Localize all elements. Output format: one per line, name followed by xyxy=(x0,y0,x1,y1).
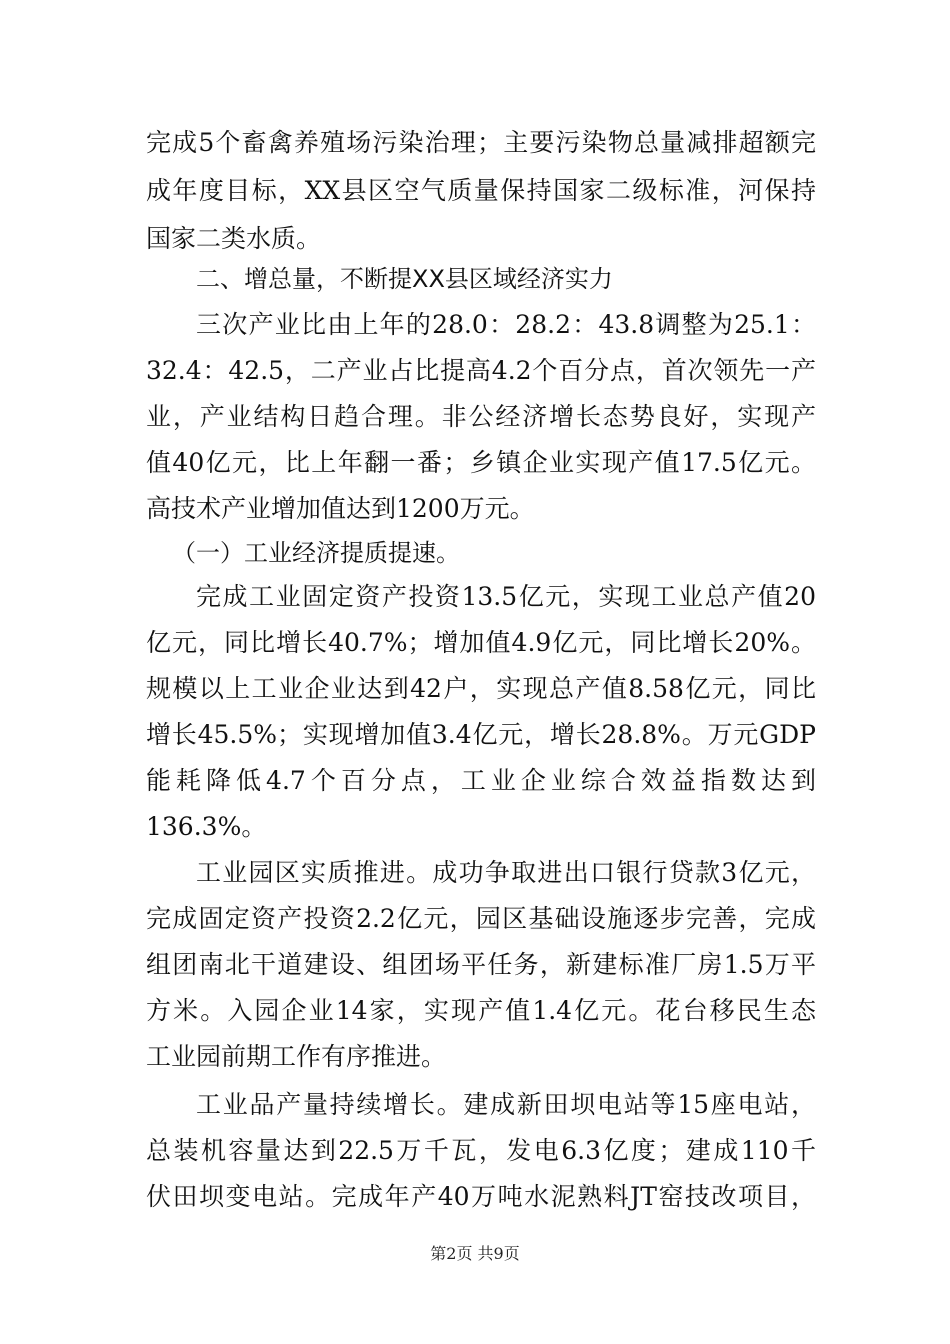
text-line: 国家二类水质。 xyxy=(146,224,322,253)
text-line: 成年度目标，XX县区空气质量保持国家二级标准，河保持 xyxy=(146,176,816,205)
text-line: 136.3%。 xyxy=(146,812,267,841)
page-footer: 第2页 共9页 xyxy=(430,1244,520,1263)
text-line: 完成固定资产投资2.2亿元，园区基础设施逐步完善，完成 xyxy=(146,904,816,933)
text-line: 总装机容量达到22.5万千瓦，发电6.3亿度；建成110千 xyxy=(146,1136,816,1165)
text-line: 组团南北干道建设、组团场平任务，新建标准厂房1.5万平 xyxy=(146,950,816,979)
text-line: 增长45.5%；实现增加值3.4亿元，增长28.8%。万元GDP xyxy=(146,720,816,749)
text-line: 值40亿元，比上年翻一番；乡镇企业实现产值17.5亿元。 xyxy=(146,448,816,477)
text-line: 伏田坝变电站。完成年产40万吨水泥熟料JT窑技改项目， xyxy=(146,1182,816,1211)
text-line: 工业品产量持续增长。建成新田坝电站等15座电站， xyxy=(196,1090,816,1119)
text-line: 32.4：42.5，二产业占比提高4.2个百分点，首次领先一产 xyxy=(146,356,816,385)
text-line: 高技术产业增加值达到1200万元。 xyxy=(146,494,535,523)
text-line: 完成5个畜禽养殖场污染治理；主要污染物总量减排超额完 xyxy=(146,128,816,157)
text-line: 工业园前期工作有序推进。 xyxy=(146,1042,447,1071)
text-line: 亿元，同比增长40.7%；增加值4.9亿元，同比增长20%。 xyxy=(146,628,816,657)
text-line: 三次产业比由上年的28.0：28.2：43.8调整为25.1： xyxy=(196,310,816,339)
section-heading: 二、增总量，不断提XX县区域经济实力 xyxy=(196,265,613,293)
text-line: 业，产业结构日趋合理。非公经济增长态势良好，实现产 xyxy=(146,402,816,431)
text-line: 规模以上工业企业达到42户，实现总产值8.58亿元，同比 xyxy=(146,674,816,703)
text-line: 完成工业固定资产投资13.5亿元，实现工业总产值20 xyxy=(196,582,816,611)
subsection-heading: （一）工业经济提质提速。 xyxy=(172,539,460,567)
text-line: 方米。入园企业14家，实现产值1.4亿元。花台移民生态 xyxy=(146,996,816,1025)
text-line: 能耗降低4.7个百分点，工业企业综合效益指数达到 xyxy=(146,766,816,795)
text-line: 工业园区实质推进。成功争取进出口银行贷款3亿元， xyxy=(196,858,816,887)
